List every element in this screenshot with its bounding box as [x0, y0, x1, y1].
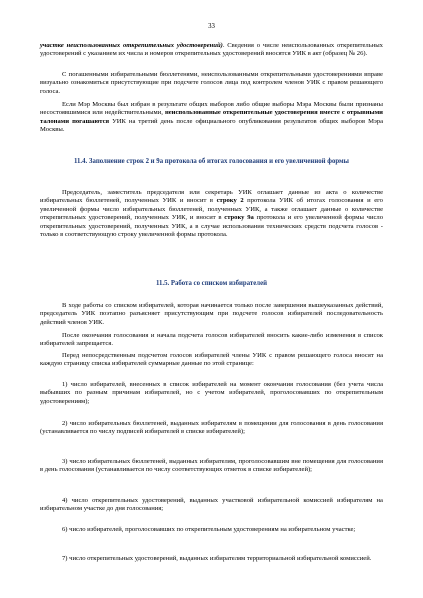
paragraph-no-changes: После окончания голосования и начала подсчета голосов избирателей вносить какие-либо изменения в список избирателей запрещается. [40, 332, 383, 348]
paragraph-voter-list-work: В ходе работы со списком избирателей, которая начинается только после завершения вышеуказанных действий, председатель УИК поэтапно разъясняет присутствующим при подсчете голосов избирателей последовательность действий членов УИК. [40, 302, 383, 326]
list-item: 4) число открепительных удостоверений, выданных участковой избирательной комиссией избирателям на избирательном участке до дня голосования; [40, 497, 383, 513]
list-item: 6) число избирателей, проголосовавших по открепительным удостоверениям на избирательном участке; [62, 526, 356, 533]
paragraph-mayor-elections: Если Мэр Москвы был избран в результате общих выборов либо общие выборы Мэра Москвы были признаны несостоявшимися или недействительными, неиспользованные открепительные удостоверения вместе с отрывными талонами погашаются УИК на третий день после официального опубликования результатов общих выборов Мэра Москвы. [40, 101, 383, 134]
list-item: 2) число избирательных бюллетеней, выданных избирателям в помещении для голосования в день голосования (устанавливается по числу подписей избирателей в списке избирателей); [40, 420, 383, 436]
emphasis-text: строку 9а [224, 214, 254, 222]
paragraph-acts-spoiled: участке неиспользованных открепительных удостоверений). Сведения о числе неиспользованных открепительных удостоверений с указанием их числа и номеров открепительных удостоверений вносятся УИК в акт (образец № 26). [40, 42, 383, 58]
page-number: 33 [208, 23, 215, 30]
paragraph-lines-2-9a: Председатель, заместитель председателя или секретарь УИК оглашает данные из акта о количестве избирательных бюллетеней, полученных УИК и вносит в строку 2 протокола УИК об итогах голосования и его увеличенной формы число избирательных бюллетеней, полученных УИК, а также оглашает данные о количестве открепительных удостоверений, полученных УИК, и вносит в строку 9а протокола и его увеличенной формы число открепительных удостоверений, полученных УИК, а в случае использования технических средств подсчета голосов - только в соответствующую строку увеличенной формы протокола. [40, 189, 383, 239]
list-item: 3) число избирательных бюллетеней, выданных избирателям, проголосовавшим вне помещения для голосования в день голосования (устанавливается по числу соответствующих отметок в списке избирателей); [40, 458, 383, 474]
section-heading-11-4: 11.4. Заполнение строк 2 и 9а протокола об итогах голосования и его увеличенной формы [74, 158, 349, 165]
emphasis-text: строку 2 [216, 197, 244, 205]
paragraph-observers: С погашенными избирательными бюллетенями, неиспользованными открепительными удостоверениями вправе визуально ознакомиться присутствующие при подсчете голосов лица под контролем членов УИК с правом решающего голоса. [40, 71, 383, 95]
emphasis-text: неиспользованные открепительные удостоверения вместе с отрывными талонами погашаются [40, 109, 383, 125]
paragraph-summary-data: Перед непосредственным подсчетом голосов избирателей члены УИК с правом решающего голоса вносят на каждую страницу списка избирателей суммарные данные по этой странице: [40, 352, 383, 368]
emphasis-text: участке неиспользованных открепительных удостоверений) [40, 42, 223, 49]
list-item: 7) число открепительных удостоверений, выданных избирателям территориальной избирательной комиссией. [62, 555, 372, 562]
list-item: 1) число избирателей, внесенных в список избирателей на момент окончания голосования (без учета числа выбывших по разным причинам избирателей, но с учетом избирателей, проголосовавших по открепительным удостоверениям); [40, 381, 383, 405]
section-heading-11-5: 11.5. Работа со списком избирателей [155, 280, 268, 287]
